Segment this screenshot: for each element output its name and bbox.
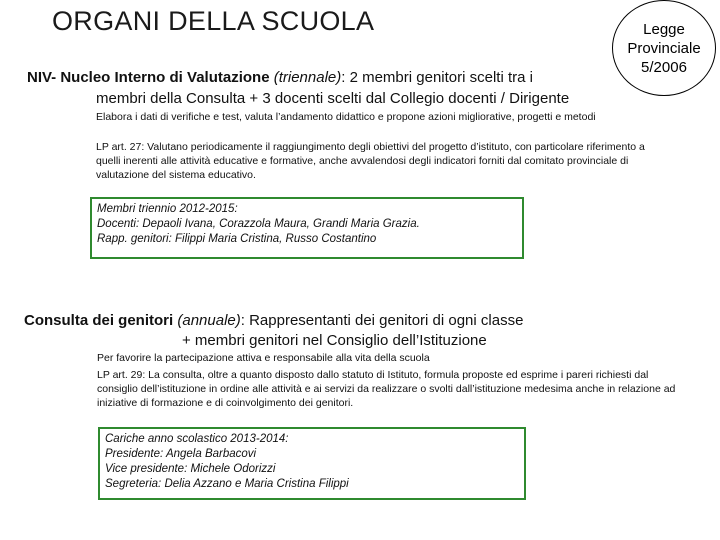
consulta-box-line: Vice presidente: Michele Odorizzi <box>105 463 276 475</box>
niv-period: (triennale) <box>273 69 342 86</box>
consulta-line1-rest: : Rappresentanti dei genitori di ogni classe <box>240 312 524 329</box>
niv-line1-rest: : 2 membri genitori scelti tra i <box>341 69 533 86</box>
niv-box-line: Rapp. genitori: Filippi Maria Cristina, Russo Costantino <box>97 233 377 245</box>
consulta-box-line: Presidente: Angela Barbacovi <box>105 448 257 460</box>
consulta-name: Consulta dei genitori <box>24 312 174 329</box>
consulta-officers-box <box>98 427 526 500</box>
law-badge-line3: 5/2006 <box>641 58 687 76</box>
niv-members-box <box>90 197 524 259</box>
consulta-box-line: Segreteria: Delia Azzano e Maria Cristina Filippi <box>105 478 349 490</box>
law-badge-line1: Legge <box>643 20 685 38</box>
niv-heading-line2: membri della Consulta + 3 docenti scelti dal Collegio docenti / Dirigente <box>96 90 570 107</box>
niv-box-line: Membri triennio 2012-2015: <box>97 203 238 215</box>
law-badge <box>612 0 716 96</box>
consulta-description: Per favorire la partecipazione attiva e responsabile alla vita della scuola <box>97 352 430 364</box>
consulta-heading <box>24 311 523 331</box>
niv-box-line: Docenti: Depaoli Ivana, Corazzola Maura, Grandi Maria Grazia. <box>97 218 420 230</box>
niv-description: Elabora i dati di verifiche e test, valuta l’andamento didattico e propone azioni migliorative, progetti e metodi <box>96 111 596 123</box>
consulta-legal-text: LP art. 29: La consulta, oltre a quanto disposto dallo statuto di Istituto, formula proposte ed esprime i pareri richiesti dal consiglio dell’istituzione in ordine alle attività e ai servizi da realizzare o svolti dall’istituzione medesima anche in relazione ad iniziative di formazione e di coinvolgimento dei genitori. <box>97 369 676 409</box>
page-title: ORGANI DELLA SCUOLA <box>52 6 375 36</box>
niv-legal-text: LP art. 27: Valutano periodicamente il raggiungimento degli obiettivi del progetto d’istituto, con particolare riferimento a quelli inerenti alle attività educative e formative, anche avvalendosi degli indicatori forniti dal comitato provinciale di valutazione del sistema educativo. <box>96 141 645 181</box>
niv-name: NIV- Nucleo Interno di Valutazione <box>27 69 270 86</box>
law-badge-line2: Provinciale <box>627 39 701 57</box>
consulta-box-line: Cariche anno scolastico 2013-2014: <box>105 433 289 445</box>
consulta-heading-line2: + membri genitori nel Consiglio dell’Istituzione <box>182 332 487 349</box>
niv-heading <box>27 68 533 88</box>
consulta-period: (annuale) <box>177 312 241 329</box>
